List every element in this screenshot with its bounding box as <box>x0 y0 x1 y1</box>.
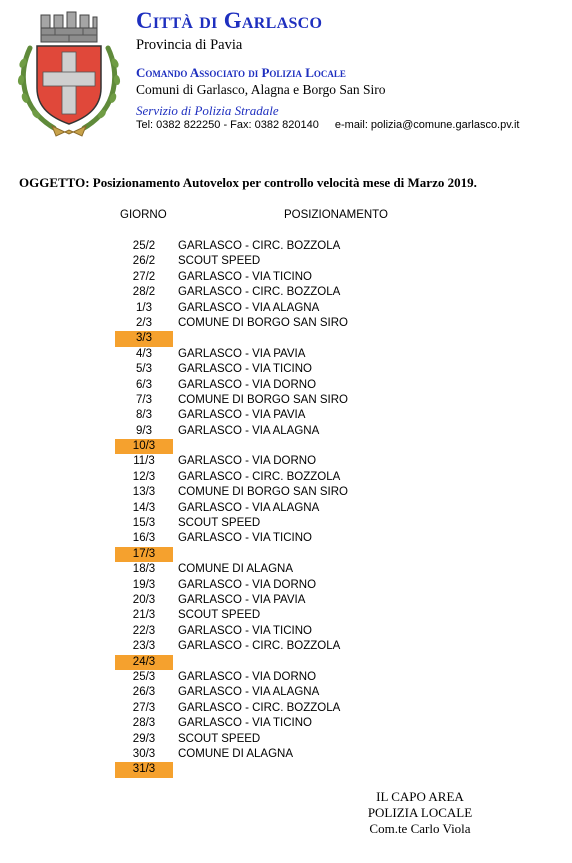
coat-of-arms-icon <box>14 8 124 140</box>
email-address: e-mail: polizia@comune.garlasco.pv.it <box>334 119 520 131</box>
day-cell: 28/3 <box>132 717 156 730</box>
day-cell: 26/3 <box>132 686 156 699</box>
position-cell: GARLASCO - VIA ALAGNA <box>178 301 320 314</box>
day-cell: 20/3 <box>132 593 156 606</box>
signature-line-2: POLIZIA LOCALE <box>367 805 473 820</box>
day-cell: 30/3 <box>132 747 156 760</box>
table-row <box>0 670 572 685</box>
position-cell: GARLASCO - VIA TICINO <box>178 624 312 637</box>
table-row <box>0 685 572 700</box>
table-row <box>0 624 572 639</box>
day-cell: 9/3 <box>136 424 152 437</box>
signature-line-1: IL CAPO AREA <box>376 789 464 804</box>
table-row <box>0 301 572 316</box>
day-cell: 17/3 <box>115 547 173 562</box>
table-row <box>0 331 572 346</box>
document-subject: OGGETTO: Posizionamento Autovelox per controllo velocità mese di Marzo 2019. <box>19 175 477 190</box>
position-cell: GARLASCO - CIRC. BOZZOLA <box>178 640 341 653</box>
position-cell: GARLASCO - CIRC. BOZZOLA <box>178 701 341 714</box>
day-cell: 12/3 <box>132 470 156 483</box>
contacts-line <box>136 119 519 131</box>
position-cell: GARLASCO - VIA TICINO <box>178 717 312 730</box>
day-cell: 28/2 <box>132 286 156 299</box>
table-row <box>0 578 572 593</box>
position-cell: GARLASCO - VIA TICINO <box>178 363 312 376</box>
day-cell: 18/3 <box>132 563 156 576</box>
column-header-position: POSIZIONAMENTO <box>284 209 388 221</box>
day-cell: 3/3 <box>115 331 173 346</box>
day-cell: 27/3 <box>132 701 156 714</box>
table-row <box>0 270 572 285</box>
command-label: Comando Associato di Polizia Locale <box>136 65 346 80</box>
position-cell: SCOUT SPEED <box>178 609 261 622</box>
position-cell: GARLASCO - VIA ALAGNA <box>178 424 320 437</box>
day-cell: 31/3 <box>115 762 173 777</box>
day-cell: 25/2 <box>132 240 156 252</box>
table-row <box>0 747 572 762</box>
table-row <box>0 362 572 377</box>
day-cell: 19/3 <box>132 578 156 591</box>
table-row <box>0 501 572 516</box>
position-cell: GARLASCO - VIA TICINO <box>178 532 312 545</box>
day-cell: 2/3 <box>136 316 152 329</box>
signature-block <box>360 789 480 837</box>
table-row <box>0 701 572 716</box>
position-cell: GARLASCO - VIA DORNO <box>178 578 317 591</box>
position-cell: COMUNE DI BORGO SAN SIRO <box>178 486 348 499</box>
position-cell: GARLASCO - VIA ALAGNA <box>178 686 320 699</box>
position-cell: GARLASCO - VIA PAVIA <box>178 347 306 360</box>
day-cell: 24/3 <box>115 655 173 670</box>
table-row <box>0 485 572 500</box>
day-cell: 29/3 <box>132 732 156 745</box>
table-row <box>0 655 572 670</box>
day-cell: 11/3 <box>133 455 155 468</box>
table-row <box>0 439 572 454</box>
position-cell: COMUNE DI BORGO SAN SIRO <box>178 393 348 406</box>
table-row <box>0 454 572 469</box>
position-cell: GARLASCO - VIA DORNO <box>178 378 317 391</box>
position-cell: GARLASCO - VIA ALAGNA <box>178 501 320 514</box>
position-cell: SCOUT SPEED <box>178 255 261 268</box>
city-title: Città di Garlasco <box>136 8 323 33</box>
position-cell: COMUNE DI ALAGNA <box>178 563 294 576</box>
day-cell: 5/3 <box>136 363 152 376</box>
day-cell: 8/3 <box>136 409 152 422</box>
day-cell: 1/3 <box>136 301 152 314</box>
day-cell: 13/3 <box>132 486 156 499</box>
table-row <box>0 424 572 439</box>
position-cell: COMUNE DI BORGO SAN SIRO <box>178 316 348 329</box>
day-cell: 21/3 <box>132 609 156 622</box>
table-row <box>0 593 572 608</box>
table-row <box>0 347 572 362</box>
table-row <box>0 531 572 546</box>
table-row <box>0 516 572 531</box>
schedule-table <box>0 239 572 778</box>
table-row <box>0 254 572 269</box>
day-cell: 16/3 <box>132 532 156 545</box>
table-row <box>0 639 572 654</box>
comuni-label: Comuni di Garlasco, Alagna e Borgo San Siro <box>136 82 386 97</box>
table-row <box>0 608 572 623</box>
position-cell: GARLASCO - CIRC. BOZZOLA <box>178 286 341 299</box>
table-row <box>0 285 572 300</box>
position-cell: GARLASCO - VIA DORNO <box>178 455 317 468</box>
day-cell: 22/3 <box>132 624 156 637</box>
table-row <box>0 378 572 393</box>
day-cell: 10/3 <box>115 439 173 454</box>
table-row <box>0 716 572 731</box>
position-cell: GARLASCO - VIA TICINO <box>178 270 312 283</box>
position-cell: SCOUT SPEED <box>178 517 261 530</box>
day-cell: 26/2 <box>132 255 156 268</box>
day-cell: 25/3 <box>132 670 156 683</box>
table-row <box>0 762 572 777</box>
position-cell: COMUNE DI ALAGNA <box>178 747 294 760</box>
column-header-day: GIORNO <box>120 209 167 221</box>
position-cell: SCOUT SPEED <box>178 732 261 745</box>
table-row <box>0 470 572 485</box>
day-cell: 6/3 <box>136 378 152 391</box>
service-label: Servizio di Polizia Stradale <box>136 103 279 118</box>
position-cell: GARLASCO - CIRC. BOZZOLA <box>178 240 341 252</box>
position-cell: GARLASCO - VIA PAVIA <box>178 593 306 606</box>
position-cell: GARLASCO - CIRC. BOZZOLA <box>178 470 341 483</box>
table-row <box>0 562 572 577</box>
day-cell: 15/3 <box>132 517 156 530</box>
table-row <box>0 239 572 254</box>
day-cell: 7/3 <box>136 393 152 406</box>
position-cell: GARLASCO - VIA PAVIA <box>178 409 306 422</box>
table-row <box>0 732 572 747</box>
table-row <box>0 316 572 331</box>
province-label: Provincia di Pavia <box>136 37 243 53</box>
signature-line-3: Com.te Carlo Viola <box>369 821 471 836</box>
phone-fax: Tel: 0382 822250 - Fax: 0382 820140 <box>136 119 319 131</box>
day-cell: 23/3 <box>132 640 156 653</box>
table-row <box>0 408 572 423</box>
position-cell: GARLASCO - VIA DORNO <box>178 670 317 683</box>
day-cell: 4/3 <box>136 347 152 360</box>
table-row <box>0 393 572 408</box>
day-cell: 27/2 <box>132 270 156 283</box>
day-cell: 14/3 <box>132 501 156 514</box>
table-row <box>0 547 572 562</box>
